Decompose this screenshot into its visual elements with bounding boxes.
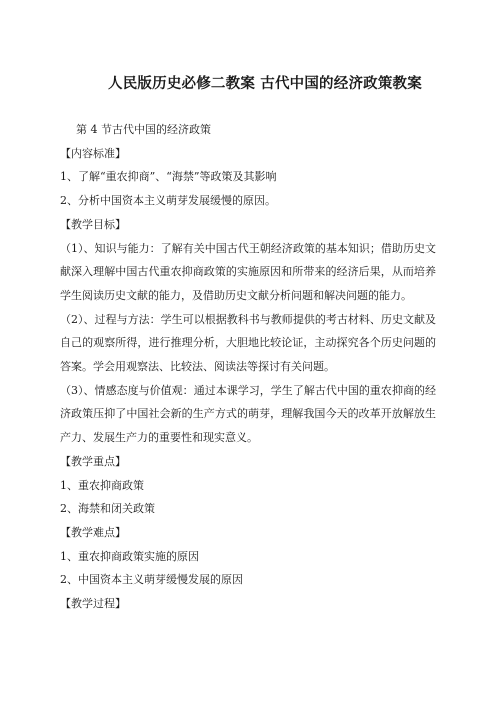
document-title: 人民版历史必修二教案 古代中国的经济政策教案 — [108, 76, 422, 92]
teaching-process-heading: 【教学过程】 — [60, 597, 126, 611]
difficulty-item: 1、重农抑商政策实施的原因 — [60, 549, 199, 563]
key-point-item: 1、重农抑商政策 — [60, 478, 144, 492]
key-point-item: 2、海禁和闭关政策 — [60, 502, 155, 516]
content-item: 1、了解“重农抑商”、“海禁”等政策及其影响 — [60, 170, 277, 184]
document-body — [60, 118, 436, 616]
difficulty-item: 2、中国资本主义萌芽缓慢发展的原因 — [60, 573, 243, 587]
content-standard-heading: 【内容标准】 — [60, 146, 126, 160]
key-points-heading: 【教学重点】 — [60, 454, 126, 468]
difficulties-heading: 【教学难点】 — [60, 525, 126, 539]
section-label: 第 4 节古代中国的经济政策 — [76, 123, 211, 136]
teaching-goals-heading: 【教学目标】 — [60, 217, 126, 231]
goal-knowledge-ability: （1）、知识与能力：了解有关中国古代王朝经济政策的基本知识；借助历史文献深入理解中国古代重农抑商政策的实施原因和所带来的经济后果，从而培养学生阅读历史文献的能力，及借助历史文献分析问题和解决问题的能力。 — [60, 241, 436, 302]
goal-process-method: （2）、过程与方法：学生可以根据教科书与教师提供的考古材料、历史文献及自己的观察所得，进行推理分析，大胆地比较论证，主动探究各个历史问题的答案。学会用观察法、比较法、阅读法等探讨有关问题。 — [60, 312, 436, 374]
content-item: 2、分析中国资本主义萌芽发展缓慢的原因。 — [60, 194, 276, 208]
goal-emotion-values: （3）、情感态度与价值观：通过本课学习，学生了解古代中国的重农抑商的经济政策压抑了中国社会新的生产方式的萌芽，理解我国今天的改革开放解放生产力、发展生产力的重要性和现实意义。 — [60, 383, 436, 445]
